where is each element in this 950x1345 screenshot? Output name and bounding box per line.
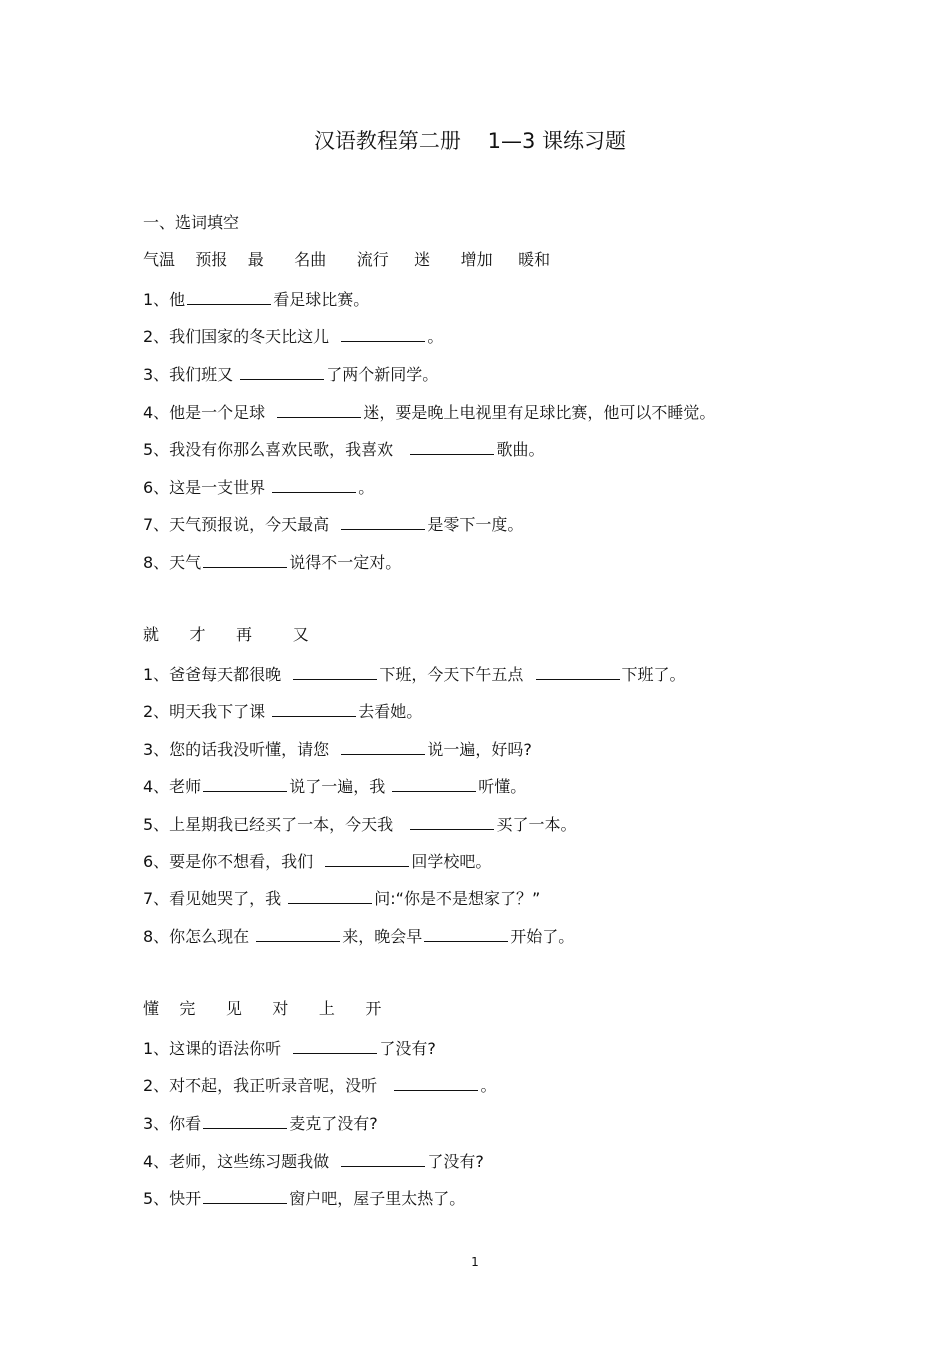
answer-blank[interactable]: [272, 475, 356, 493]
item-text: 4、他是一个足球: [143, 403, 276, 422]
answer-blank[interactable]: [288, 886, 372, 904]
answer-blank[interactable]: [341, 737, 425, 755]
word-bank-1: 气温 预报 最 名曲 流行 迷 增加 暖和: [143, 250, 551, 269]
answer-blank[interactable]: [424, 924, 508, 942]
item-text: 6、要是你不想看，我们: [143, 852, 324, 871]
answer-blank[interactable]: [394, 1073, 478, 1091]
section-heading: 一、选词填空: [143, 213, 240, 232]
answer-blank[interactable]: [240, 362, 324, 380]
exercise-item: [143, 475, 374, 499]
answer-blank[interactable]: [341, 512, 425, 530]
item-text: 8、你怎么现在: [143, 927, 255, 946]
exercise-item: [143, 1186, 465, 1210]
exercise-item: [143, 287, 369, 311]
item-text: 1、他: [143, 290, 186, 309]
word-bank-2: 就 才 再 又: [143, 625, 309, 644]
item-text: 。: [427, 327, 444, 346]
exercise-item: [143, 1073, 496, 1097]
exercise-item: [143, 512, 523, 536]
answer-blank[interactable]: [203, 774, 287, 792]
item-text: 3、我们班又: [143, 365, 239, 384]
item-text: 5、上星期我已经买了一本，今天我: [143, 815, 409, 834]
item-text: 说得不一定对。: [289, 553, 402, 572]
exercise-item: [143, 737, 532, 761]
item-text: 8、天气: [143, 553, 202, 572]
exercise-item: [143, 550, 401, 574]
answer-blank[interactable]: [325, 849, 409, 867]
item-text: 1、爸爸每天都很晚: [143, 665, 292, 684]
item-text: 麦克了没有?: [289, 1114, 378, 1133]
exercise-item: [143, 362, 438, 386]
item-text: 说了一遍，我: [289, 777, 391, 796]
exercise-item: [143, 1149, 484, 1173]
exercise-item: [143, 849, 491, 873]
exercise-item: [143, 924, 574, 948]
item-text: 是零下一度。: [427, 515, 524, 534]
item-text: 2、对不起，我正听录音呢，没听: [143, 1076, 393, 1095]
item-text: 6、这是一支世界: [143, 478, 271, 497]
item-text: 听懂。: [478, 777, 527, 796]
word-bank-3: 懂 完 见 对 上 开: [143, 999, 382, 1018]
item-text: 7、看见她哭了，我: [143, 889, 287, 908]
answer-blank[interactable]: [293, 662, 377, 680]
item-text: 了没有?: [379, 1039, 436, 1058]
page-title: 汉语教程第二册 1—3 课练习题: [313, 129, 627, 153]
exercise-item: [143, 437, 544, 461]
item-text: 1、这课的语法你听: [143, 1039, 292, 1058]
item-text: 5、快开: [143, 1189, 202, 1208]
item-text: 回学校吧。: [411, 852, 492, 871]
item-text: 来，晚会早: [342, 927, 423, 946]
item-text: 2、明天我下了课: [143, 702, 271, 721]
answer-blank[interactable]: [536, 662, 620, 680]
item-text: 歌曲。: [496, 440, 545, 459]
item-text: 迷，要是晚上电视里有足球比赛，他可以不睡觉。: [363, 403, 716, 422]
item-text: 3、你看: [143, 1114, 202, 1133]
answer-blank[interactable]: [203, 1111, 287, 1129]
item-text: 下班，今天下午五点: [379, 665, 534, 684]
item-text: 了没有?: [427, 1152, 484, 1171]
item-text: 2、我们国家的冬天比这儿: [143, 327, 340, 346]
item-text: 说一遍，好吗?: [427, 740, 532, 759]
answer-blank[interactable]: [203, 550, 287, 568]
answer-blank[interactable]: [277, 400, 361, 418]
answer-blank[interactable]: [187, 287, 271, 305]
item-text: 问:“你是不是想家了？”: [374, 889, 541, 908]
answer-blank[interactable]: [203, 1186, 287, 1204]
answer-blank[interactable]: [410, 812, 494, 830]
item-text: 看足球比赛。: [273, 290, 370, 309]
item-text: 3、您的话我没听懂，请您: [143, 740, 340, 759]
exercise-item: [143, 886, 540, 910]
item-text: 4、老师，这些练习题我做: [143, 1152, 340, 1171]
answer-blank[interactable]: [293, 1036, 377, 1054]
item-text: 。: [358, 478, 375, 497]
answer-blank[interactable]: [410, 437, 494, 455]
exercise-item: [143, 324, 443, 348]
answer-blank[interactable]: [341, 1149, 425, 1167]
exercise-item: [143, 812, 576, 836]
exercise-item: [143, 1036, 436, 1060]
item-text: 下班了。: [621, 665, 686, 684]
answer-blank[interactable]: [392, 774, 476, 792]
answer-blank[interactable]: [256, 924, 340, 942]
page-number: 1: [471, 1255, 479, 1269]
exercise-item: [143, 774, 526, 798]
item-text: 7、天气预报说，今天最高: [143, 515, 340, 534]
exercise-item: [143, 662, 686, 686]
item-text: 买了一本。: [496, 815, 577, 834]
exercise-item: [143, 1111, 378, 1135]
item-text: 窗户吧，屋子里太热了。: [289, 1189, 466, 1208]
item-text: 去看她。: [358, 702, 423, 721]
answer-blank[interactable]: [341, 324, 425, 342]
answer-blank[interactable]: [272, 699, 356, 717]
item-text: 。: [480, 1076, 497, 1095]
item-text: 4、老师: [143, 777, 202, 796]
item-text: 5、我没有你那么喜欢民歌，我喜欢: [143, 440, 409, 459]
exercise-item: [143, 699, 422, 723]
item-text: 了两个新同学。: [326, 365, 439, 384]
exercise-item: [143, 400, 715, 424]
item-text: 开始了。: [510, 927, 575, 946]
